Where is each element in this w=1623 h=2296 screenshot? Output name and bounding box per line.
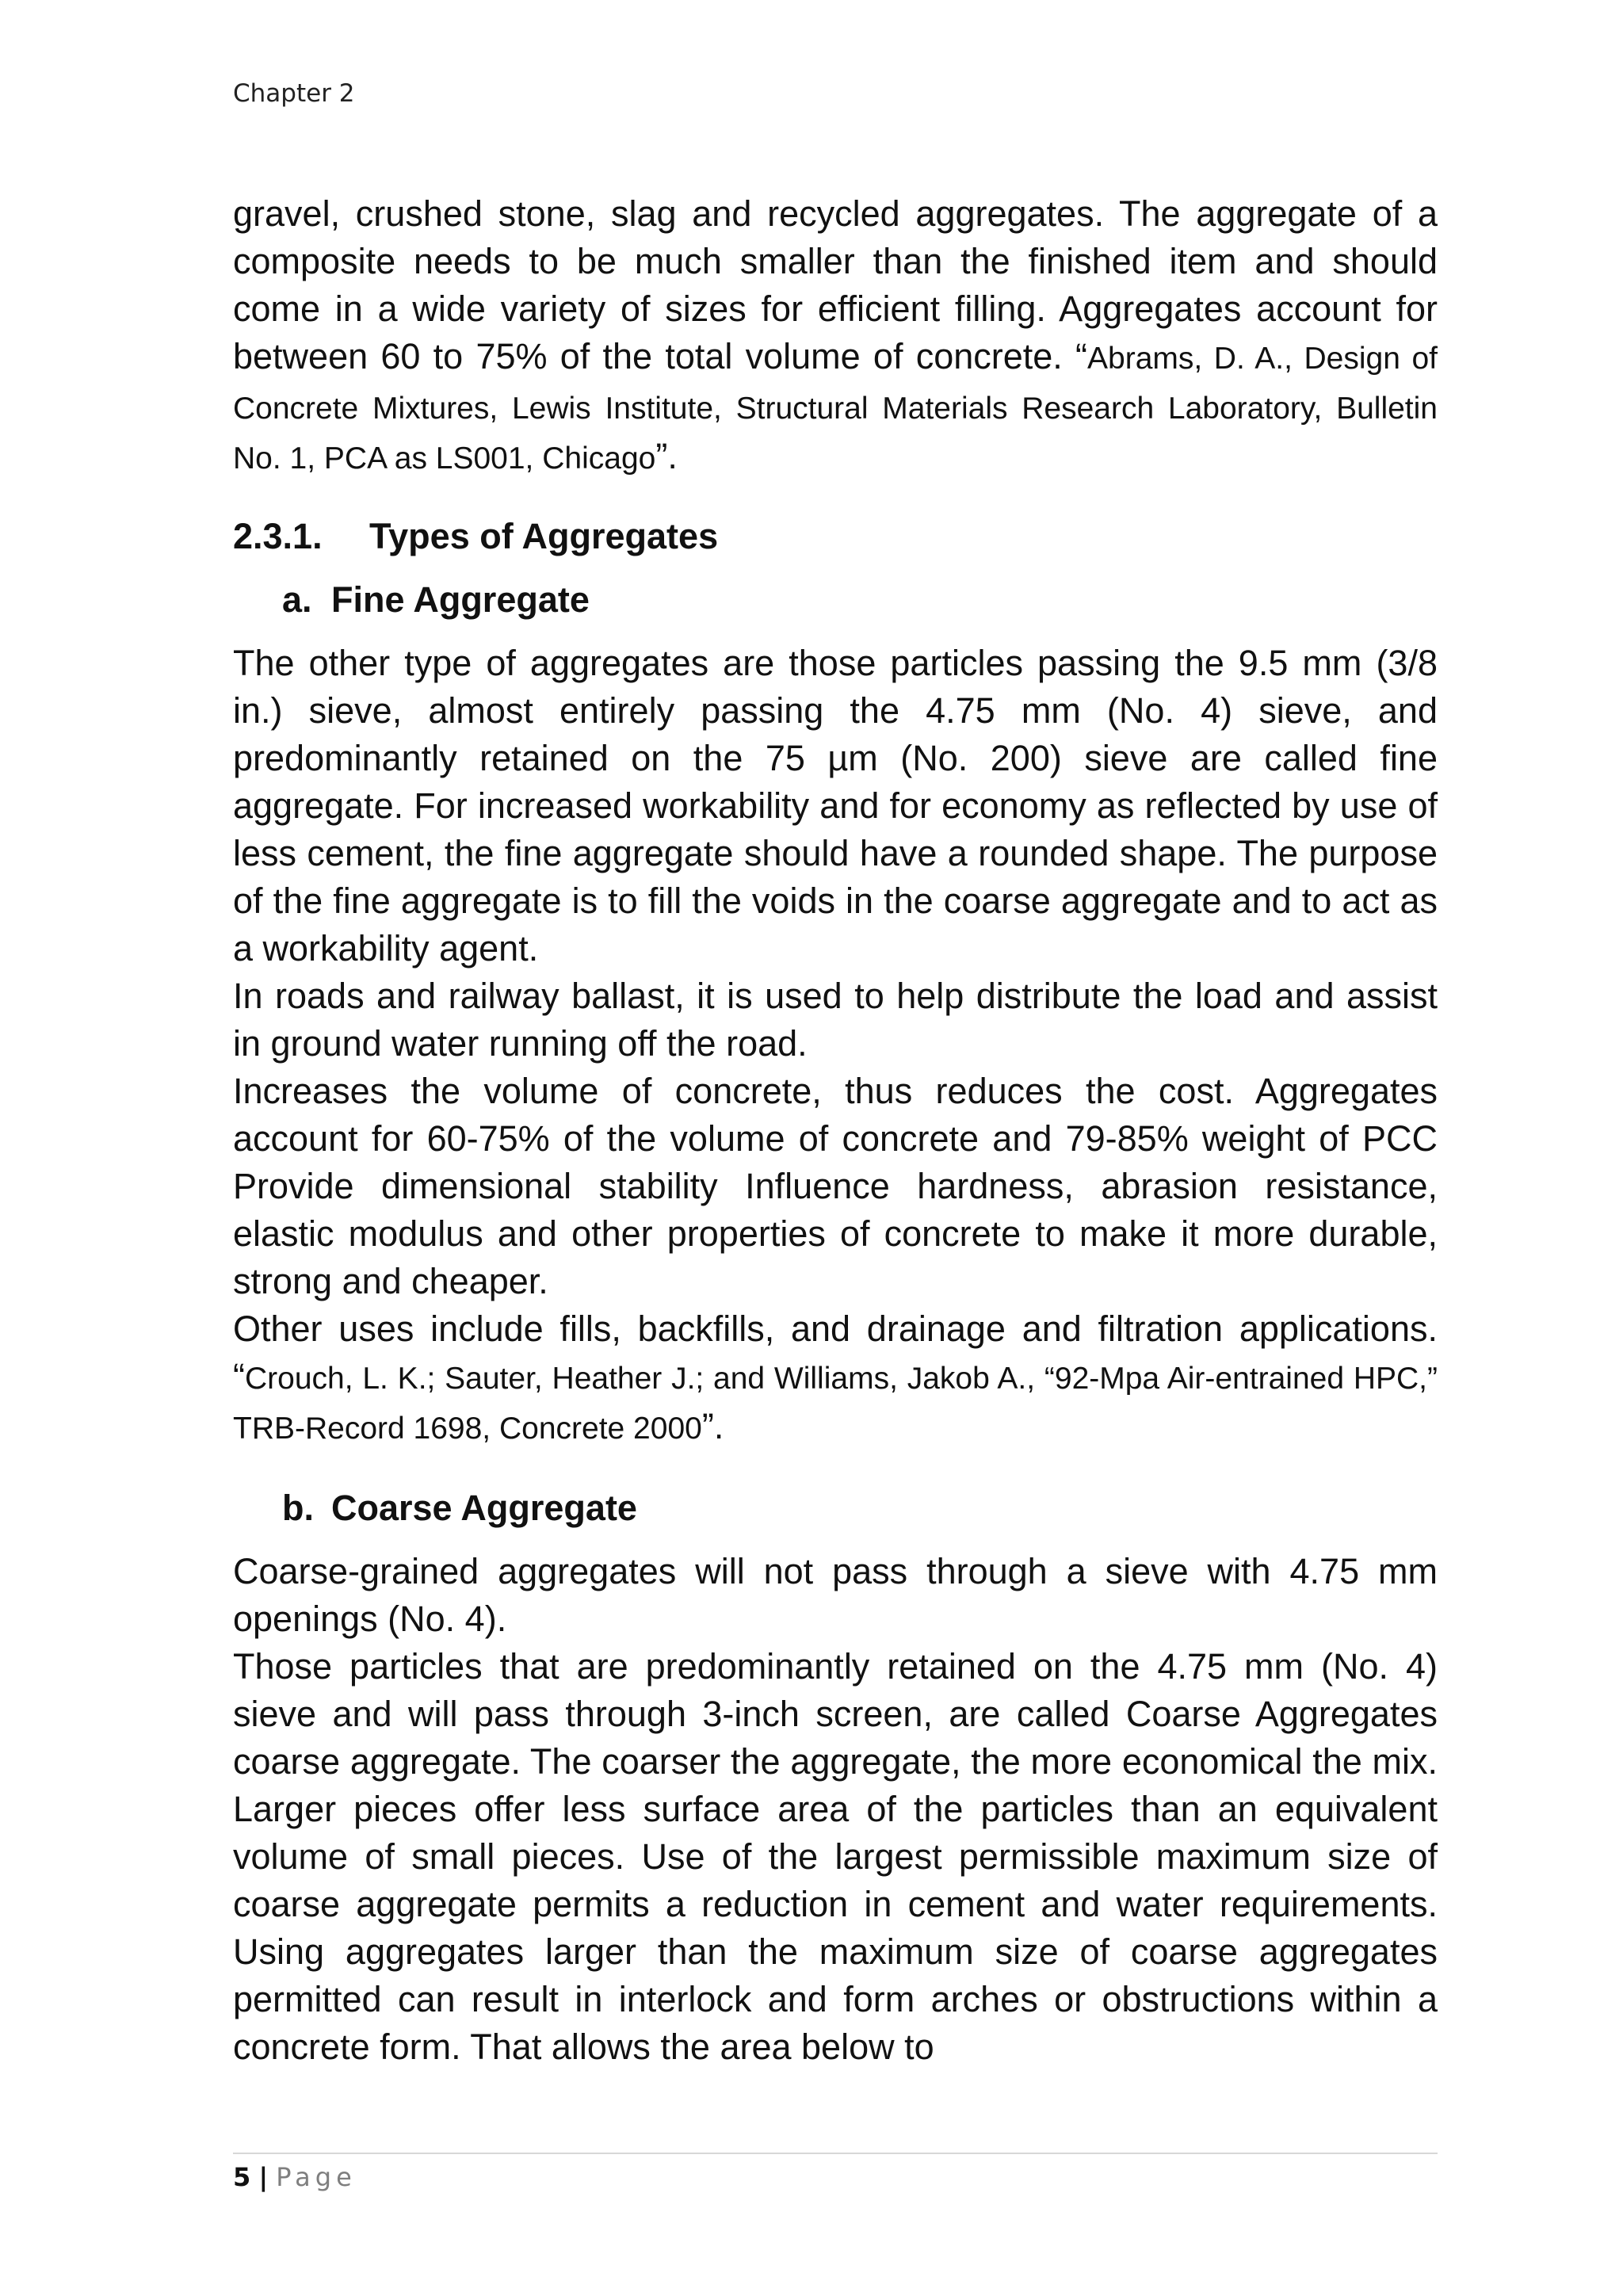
page-footer: [233, 2162, 357, 2192]
page-label: Page: [276, 2162, 357, 2192]
fine-aggregate-paragraph-2: In roads and railway ballast, it is used to help distribute the load and assist in ground water running off the road.: [233, 976, 1438, 1064]
section-title: Types of Aggregates: [369, 516, 719, 556]
footer-divider: [233, 2153, 1438, 2154]
fine-aggregate-paragraph-1: The other type of aggregates are those particles passing the 9.5 mm (3/8 in.) sieve, almost entirely passing the 4.75 mm (No. 4) sieve, and predominantly retained on the 75 µm (No. 200) sieve are called fine aggregate. For increased workability and for economy as reflected by use of less cement, the fine aggregate should have a rounded shape. The purpose of the fine aggregate is to fill the voids in the coarse aggregate and to act as a workability agent.: [233, 643, 1438, 968]
section-heading-types-of-aggregates: [233, 513, 1438, 560]
subsection-heading-fine-aggregate: [282, 576, 1438, 624]
subsection-marker: b.: [282, 1488, 314, 1528]
footer-separator: |: [258, 2162, 269, 2192]
section-number: 2.3.1.: [233, 516, 323, 556]
subsection-title: Coarse Aggregate: [331, 1488, 637, 1528]
fine-ref-close-quote: ”.: [701, 1406, 724, 1446]
running-head: Chapter 2: [233, 79, 355, 108]
intro-paragraph: [233, 190, 1438, 483]
fine-aggregate-paragraph-3: Increases the volume of concrete, thus reduces the cost. Aggregates account for 60-75% of the volume of concrete and 79-85% weight of PCC Provide dimensional stability Influence hardness, abrasion resistance, elastic modulus and other properties of concrete to make it more durable, strong and cheaper.: [233, 1071, 1438, 1301]
intro-citation: Abrams, D. A., Design of Concrete Mixtures, Lewis Institute, Structural Materials Research Laboratory, Bulletin No. 1, PCA as LS001, Chicago: [233, 342, 1438, 476]
subsection-heading-coarse-aggregate: [282, 1484, 1438, 1532]
fine-aggregate-citation: Crouch, L. K.; Sauter, Heather J.; and Williams, Jakob A., “92-Mpa Air-entrained HPC,” TRB-Record 1698, Concrete 2000: [233, 1362, 1438, 1446]
intro-ref-close-quote: ”.: [655, 436, 678, 476]
fine-aggregate-paragraph-4-text: Other uses include fills, backfills, and drainage and filtration applications.: [233, 1308, 1438, 1349]
subsection-marker: a.: [282, 579, 312, 620]
intro-paragraph-text: gravel, crushed stone, slag and recycled aggregates. The aggregate of a composite needs to be much smaller than the finished item and should come in a wide variety of sizes for efficient filling. Aggregates account for between 60 to 75% of the total volume of concrete.: [233, 193, 1438, 376]
subsection-title: Fine Aggregate: [331, 579, 590, 620]
fine-ref-open-quote: “: [233, 1356, 245, 1396]
coarse-aggregate-paragraph-2: Those particles that are predominantly retained on the 4.75 mm (No. 4) sieve and will pass through 3-inch screen, are called Coarse Aggregates coarse aggregate. The coarser the aggregate, the more economical the mix. Larger pieces offer less surface area of the particles than an equivalent volume of small pieces. Use of the largest permissible maximum size of coarse aggregate permits a reduction in cement and water requirements. Using aggregates larger than the maximum size of coarse aggregates permitted can result in interlock and form arches or obstructions within a concrete form. That allows the area below to: [233, 1646, 1438, 2067]
fine-aggregate-paragraph-4: [233, 1305, 1438, 1453]
page-body: [233, 190, 1438, 2071]
intro-ref-open-quote: “: [1062, 336, 1088, 376]
page-number: 5: [233, 2162, 251, 2192]
coarse-aggregate-paragraph-1: Coarse-grained aggregates will not pass through a sieve with 4.75 mm openings (No. 4).: [233, 1551, 1438, 1639]
